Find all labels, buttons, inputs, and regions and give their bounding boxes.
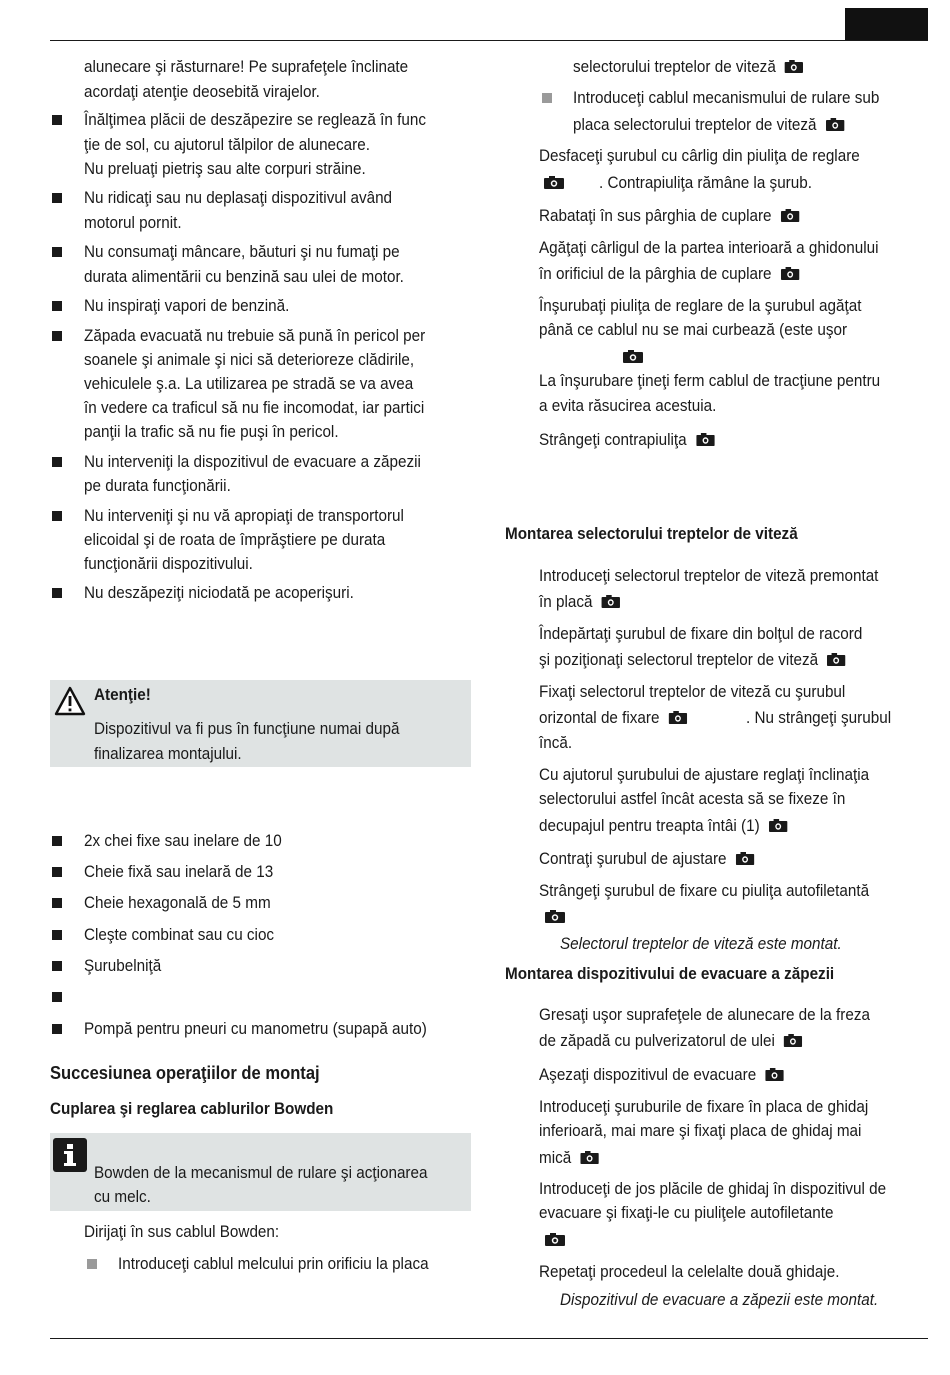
step-c: de zăpadă cu pulverizatorul de ulei [539, 1031, 775, 1050]
camera-icon [545, 910, 565, 923]
camera-icon [669, 711, 687, 724]
bullet-text: pe durata funcţionării. [84, 476, 231, 495]
step-a: a evita răsucirea acestuia. [539, 396, 717, 415]
bullet-text: funcţionării dispozitivului. [84, 554, 253, 573]
camera-icon [602, 595, 620, 608]
bullet-text: Nu interveniţi la dispozitivul de evacuare a zăpezii [84, 452, 421, 471]
step-a: Desfaceţi şurubul cu cârlig din piuliţa de reglare [539, 146, 860, 165]
bullet-text: Zăpada evacuată nu trebuie să pună în pericol per [84, 326, 426, 345]
step-a: Agăţaţi cârligul de la partea interioară a ghidonului [539, 238, 879, 257]
step-b-row [539, 706, 687, 731]
bullet-marker [52, 511, 62, 521]
bullet-text: Nu deszăpeziţi niciodată pe acoperişuri. [84, 583, 354, 602]
bullet-marker [52, 930, 62, 940]
bullet-marker [52, 193, 62, 203]
camera-icon [826, 118, 844, 131]
step-c-row [539, 1063, 784, 1088]
step-b: selectorului astfel încât acesta să se fixeze în [539, 789, 846, 808]
bullet-marker [52, 898, 62, 908]
step-b: în placă [539, 592, 593, 611]
step-c: Introduceţi de jos plăcile de ghidaj în dispozitivul de [539, 1179, 887, 1198]
info-icon [53, 1138, 87, 1172]
tool-item: 2x chei fixe sau inelare de 10 [84, 831, 282, 850]
warning-text: Dispozitivul va fi pus în funcţiune numai după [94, 719, 400, 738]
step-a: în orificiul de la pârghia de cuplare [539, 264, 772, 283]
camera-icon [769, 819, 787, 832]
step-b-row [539, 648, 846, 673]
info-text: cu melc. [94, 1187, 151, 1206]
step-b: Strângeţi şurubul de fixare cu piuliţa autofiletantă [539, 881, 870, 900]
step-c-row [539, 1029, 803, 1054]
step-b: încă. [539, 733, 573, 752]
step-b: Contraţi şurubul de ajustare [539, 849, 727, 868]
intro-line-2: acordaţi atenţie deosebită virajelor. [84, 82, 320, 101]
bullet-text: Nu consumaţi mâncare, băuturi şi nu fumaţi pe [84, 242, 400, 261]
bullet-text: Nu interveniţi şi nu vă apropiaţi de transportorul [84, 506, 404, 525]
bullet-marker [52, 588, 62, 598]
bullet-text: în vedere ca traficul să nu fie incomodat, iar partici [84, 398, 425, 417]
camera-icon [781, 209, 799, 222]
step-a: Înşurubaţi piuliţa de reglare de la şurubul agăţat [539, 296, 862, 315]
cont-line [573, 55, 803, 80]
tool-item: Şurubelniţă [84, 956, 162, 975]
bullet-marker [52, 992, 62, 1002]
step-b: orizontal de fixare [539, 708, 660, 727]
sub-bullet-line: placa selectorului treptelor de viteză [573, 115, 817, 134]
warning-triangle-icon [54, 686, 86, 716]
camera-icon [544, 176, 564, 189]
bullet-marker [52, 247, 62, 257]
warning-text: finalizarea montajului. [94, 744, 242, 763]
result-text: Dispozitivul de evacuare a zăpezii este montat. [560, 1290, 879, 1309]
tool-item: Cheie hexagonală de 5 mm [84, 893, 271, 912]
heading-snow-device: Montarea dispozitivului de evacuare a zăpezii [505, 964, 835, 983]
step-b-row [539, 814, 787, 839]
bullet-text: Nu ridicaţi sau nu deplasaţi dispozitivul având [84, 188, 393, 207]
bullet-marker [52, 1024, 62, 1034]
result-text: Selectorul treptelor de viteză este montat. [560, 934, 842, 953]
step-b: Introduceţi selectorul treptelor de viteză premontat [539, 566, 879, 585]
sub-bullet-text: Introduceţi cablul mecanismului de rulare sub [573, 88, 880, 107]
bullet-marker [52, 331, 62, 341]
intro-line-1: alunecare şi răsturnare! Pe suprafeţele înclinate [84, 57, 409, 76]
bullet-marker [52, 867, 62, 877]
step-c: Repetaţi procedeul la celelalte două ghidaje. [539, 1262, 840, 1281]
step-a-row [539, 262, 799, 287]
step-c: evacuare şi fixaţi-le cu piuliţele autofiletante [539, 1203, 834, 1222]
bullet-text: soanele şi animale şi nici să deterioreze clădirile, [84, 350, 415, 369]
bullet-text: vehiculele ş.a. La utilizarea pe stradă se va avea [84, 374, 414, 393]
bullet-text: elicoidal şi de roata de împrăştiere pe durata [84, 530, 386, 549]
bullet-text: Înălţimea plăcii de deszăpezire se reglează în func [84, 110, 426, 129]
tool-item: Pompă pentru pneuri cu manometru (supapă auto) [84, 1019, 427, 1038]
sub-bullet-marker [87, 1259, 97, 1269]
camera-icon [784, 1034, 802, 1047]
camera-icon [545, 1233, 565, 1246]
step-b: Cu ajutorul şurubului de ajustare reglaţi înclinaţia [539, 765, 870, 784]
bullet-marker [52, 961, 62, 971]
sub-bullet-marker [542, 93, 552, 103]
step-a: Strângeţi contrapiuliţa [539, 430, 687, 449]
bullet-text: motorul pornit. [84, 213, 182, 232]
cont-line-text: selectorului treptelor de viteză [573, 57, 776, 76]
info-text: Bowden de la mecanismul de rulare şi acţionarea [94, 1163, 428, 1182]
step-a: Rabataţi în sus pârghia de cuplare [539, 206, 772, 225]
bullet-marker [52, 301, 62, 311]
bullet-text: Nu preluaţi pietriş sau alte corpuri străine. [84, 159, 366, 178]
step-b-row [539, 847, 754, 872]
footer-rule [50, 1338, 928, 1339]
subsection-title: Cuplarea şi reglarea cablurilor Bowden [50, 1099, 334, 1118]
bullet-marker [52, 115, 62, 125]
sub-bullet-text-2 [573, 113, 844, 138]
step-a: până ce cablul nu se mai curbează (este uşor [539, 320, 848, 339]
step-a-row [539, 428, 714, 453]
section-title: Succesiunea operaţiilor de montaj [50, 1063, 320, 1083]
camera-icon [623, 350, 643, 363]
step-b: decupajul pentru treapta întâi (1) [539, 816, 760, 835]
step-c-row [539, 1146, 599, 1171]
step-c: Introduceţi şuruburile de fixare în placa de ghidaj [539, 1097, 869, 1116]
camera-icon [696, 433, 714, 446]
camera-icon [580, 1151, 598, 1164]
step-b-row [539, 590, 620, 615]
step-b: şi poziţionaţi selectorul treptelor de viteză [539, 650, 819, 669]
heading-gear-selector: Montarea selectorului treptelor de viteză [505, 524, 798, 543]
bullet-text: durata alimentării cu benzină sau ulei de motor. [84, 267, 404, 286]
bullet-marker [52, 836, 62, 846]
camera-icon [765, 1068, 783, 1081]
step-b: Îndepărtaţi şurubul de fixare din bolţul de racord [539, 624, 863, 643]
bullet-text: panţii la trafic să nu fie puşi în pericol. [84, 422, 339, 441]
warning-title: Atenţie! [94, 685, 151, 704]
step-text: Dirijaţi în sus cablul Bowden: [84, 1222, 280, 1241]
sub-bullet-text: Introduceţi cablul melcului prin orificiu la placa [118, 1254, 429, 1273]
tool-item: Cheie fixă sau inelară de 13 [84, 862, 274, 881]
bullet-text: Nu inspiraţi vapori de benzină. [84, 296, 290, 315]
step-a: . Contrapiuliţa rămâne la şurub. [599, 173, 812, 192]
tool-item: Cleşte combinat sau cu cioc [84, 925, 275, 944]
camera-icon [781, 267, 799, 280]
camera-icon [827, 653, 845, 666]
bullet-text: ţie de sol, cu ajutorul tălpilor de alunecare. [84, 135, 370, 154]
step-b: . Nu strângeţi şurubul [746, 708, 892, 727]
step-c: Gresaţi uşor suprafeţele de alunecare de la freza [539, 1005, 870, 1024]
step-c: inferioară, mai mare şi fixaţi placa de ghidaj mai [539, 1121, 862, 1140]
step-a: La înşurubare ţineţi ferm cablul de tracţiune pentru [539, 371, 881, 390]
header-rule [50, 40, 928, 41]
bullet-marker [52, 457, 62, 467]
step-c: mică [539, 1148, 572, 1167]
camera-icon [736, 852, 754, 865]
camera-icon [785, 60, 803, 73]
step-b: Fixaţi selectorul treptelor de viteză cu şurubul [539, 682, 846, 701]
step-a-row [539, 204, 799, 229]
step-c: Aşezaţi dispozitivul de evacuare [539, 1065, 757, 1084]
page-tab [845, 8, 928, 40]
